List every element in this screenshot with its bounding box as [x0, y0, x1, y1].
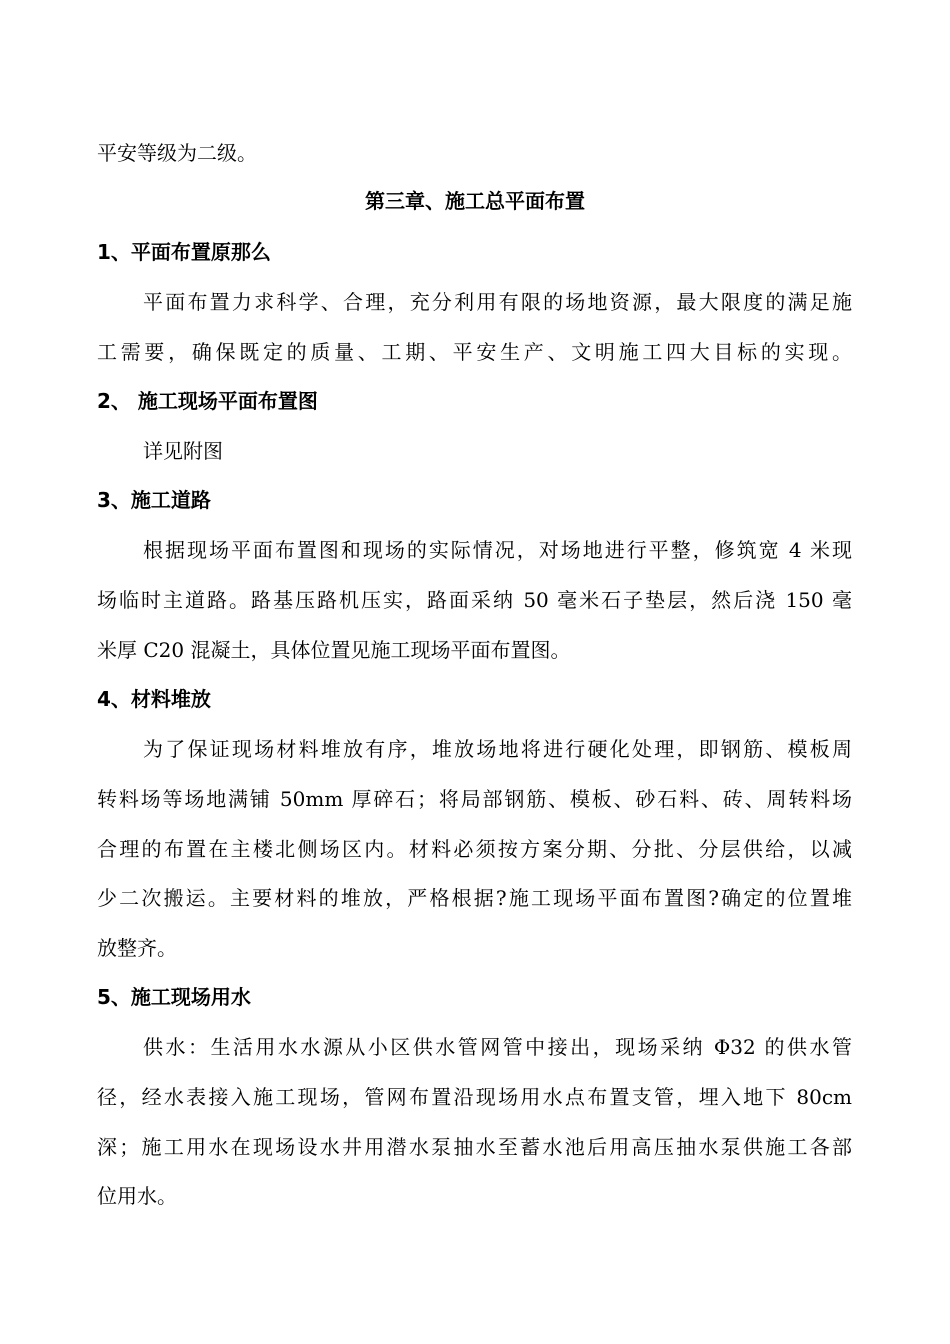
paragraph-line: 供水：生活用水水源从小区供水管网管中接出，现场采纳 Φ32 的供水管: [143, 1035, 852, 1059]
paragraph-line: 详见附图: [143, 439, 223, 463]
paragraph-line: 径，经水表接入施工现场，管网布置沿现场用水点布置支管，埋入地下 80cm: [97, 1085, 852, 1109]
section-heading-1: 1、平面布置原那么: [97, 240, 271, 264]
paragraph-line: 工需要，确保既定的质量、工期、平安生产、文明施工四大目标的实现。: [97, 340, 852, 364]
paragraph-line: 位用水。: [97, 1184, 177, 1208]
section-heading-3: 3、施工道路: [97, 488, 211, 512]
paragraph-line: 少二次搬运。主要材料的堆放，严格根据?施工现场平面布置图?确定的位置堆: [97, 886, 852, 910]
paragraph-line: 深；施工用水在现场设水井用潜水泵抽水至蓄水池后用高压抽水泵供施工各部: [97, 1135, 852, 1159]
paragraph-line: 根据现场平面布置图和现场的实际情况，对场地进行平整，修筑宽 4 米现: [143, 538, 852, 562]
paragraph-line: 平面布置力求科学、合理，充分利用有限的场地资源，最大限度的满足施: [143, 290, 852, 314]
paragraph-line: 米厚 C20 混凝土，具体位置见施工现场平面布置图。: [97, 638, 571, 662]
chapter-title: 第三章、施工总平面布置: [365, 189, 585, 213]
section-heading-5: 5、施工现场用水: [97, 985, 251, 1009]
paragraph-line: 场临时主道路。路基压路机压实，路面采纳 50 毫米石子垫层，然后浇 150 毫: [97, 588, 852, 612]
paragraph-line: 为了保证现场材料堆放有序，堆放场地将进行硬化处理，即钢筋、模板周: [143, 737, 852, 761]
section-heading-4: 4、材料堆放: [97, 687, 211, 711]
paragraph-line: 转料场等场地满铺 50mm 厚碎石；将局部钢筋、模板、砂石料、砖、周转料场: [97, 787, 852, 811]
intro-tail-text: 平安等级为二级。: [97, 141, 257, 165]
paragraph-line: 放整齐。: [97, 936, 177, 960]
paragraph-line: 合理的布置在主楼北侧场区内。材料必须按方案分期、分批、分层供给，以减: [97, 837, 852, 861]
section-heading-2: 2、 施工现场平面布置图: [97, 389, 318, 413]
